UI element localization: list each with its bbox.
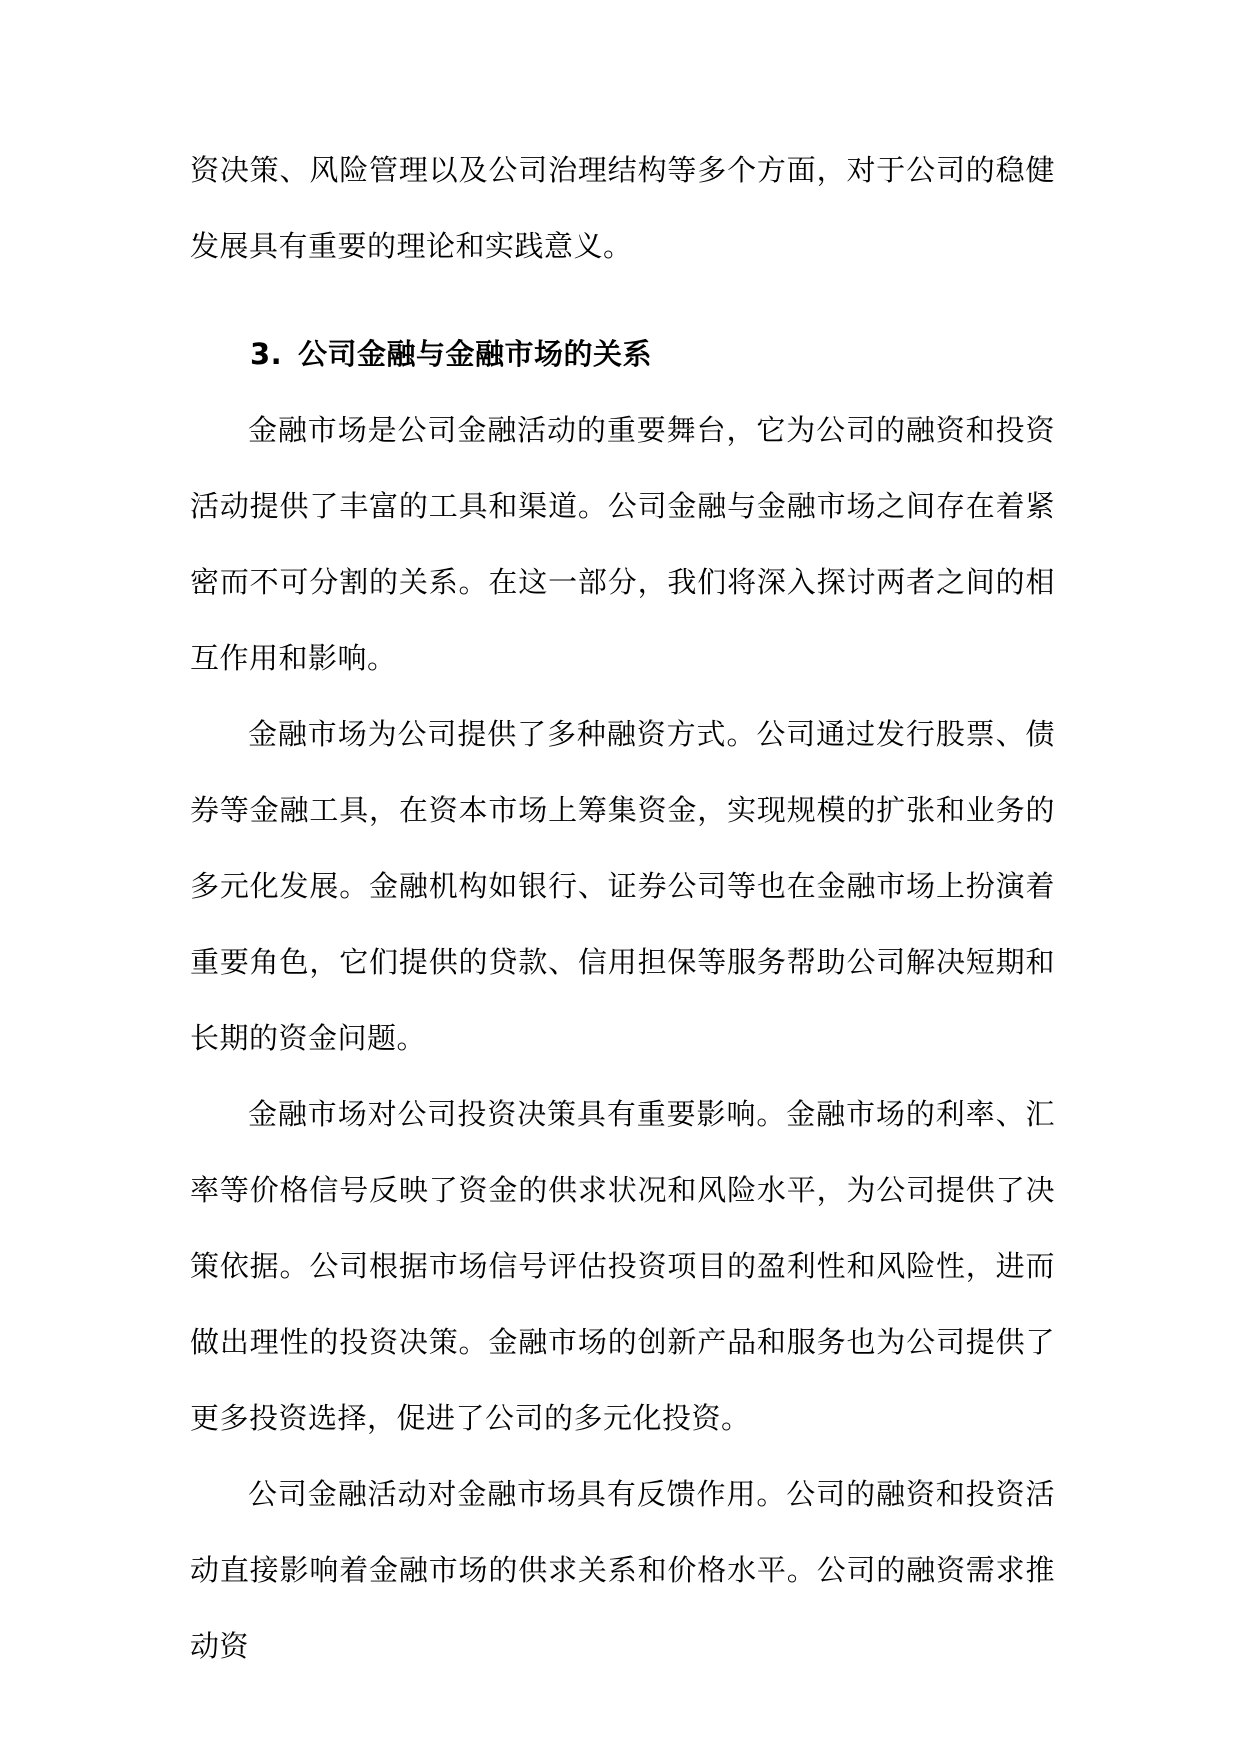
section-heading	[250, 316, 652, 392]
continuation-paragraph-block	[190, 132, 1055, 284]
section-title: 公司金融与金融市场的关系	[298, 337, 653, 371]
body-paragraph-3: 金融市场对公司投资决策具有重要影响。金融市场的利率、汇率等价格信号反映了资金的供求状况和风险水平，为公司提供了决策依据。公司根据市场信号评估投资项目的盈利性和风险性，进而做出理性的投资决策。金融市场的创新产品和服务也为公司提供了更多投资选择，促进了公司的多元化投资。	[190, 1097, 1055, 1435]
body-paragraph-1: 金融市场是公司金融活动的重要舞台，它为公司的融资和投资活动提供了丰富的工具和渠道。公司金融与金融市场之间存在着紧密而不可分割的关系。在这一部分，我们将深入探讨两者之间的相互作用和影响。	[190, 413, 1055, 675]
body-paragraph-4: 公司金融活动对金融市场具有反馈作用。公司的融资和投资活动直接影响着金融市场的供求关系和价格水平。公司的融资需求推动资	[190, 1477, 1055, 1663]
continuation-paragraph: 资决策、风险管理以及公司治理结构等多个方面，对于公司的稳健发展具有重要的理论和实践意义。	[190, 153, 1055, 263]
section-number: 3.	[250, 337, 283, 371]
body-paragraph-2: 金融市场为公司提供了多种融资方式。公司通过发行股票、债券等金融工具，在资本市场上筹集资金，实现规模的扩张和业务的多元化发展。金融机构如银行、证券公司等也在金融市场上扮演着重要角色，它们提供的贷款、信用担保等服务帮助公司解决短期和长期的资金问题。	[190, 717, 1055, 1055]
section-body	[190, 392, 1055, 1684]
